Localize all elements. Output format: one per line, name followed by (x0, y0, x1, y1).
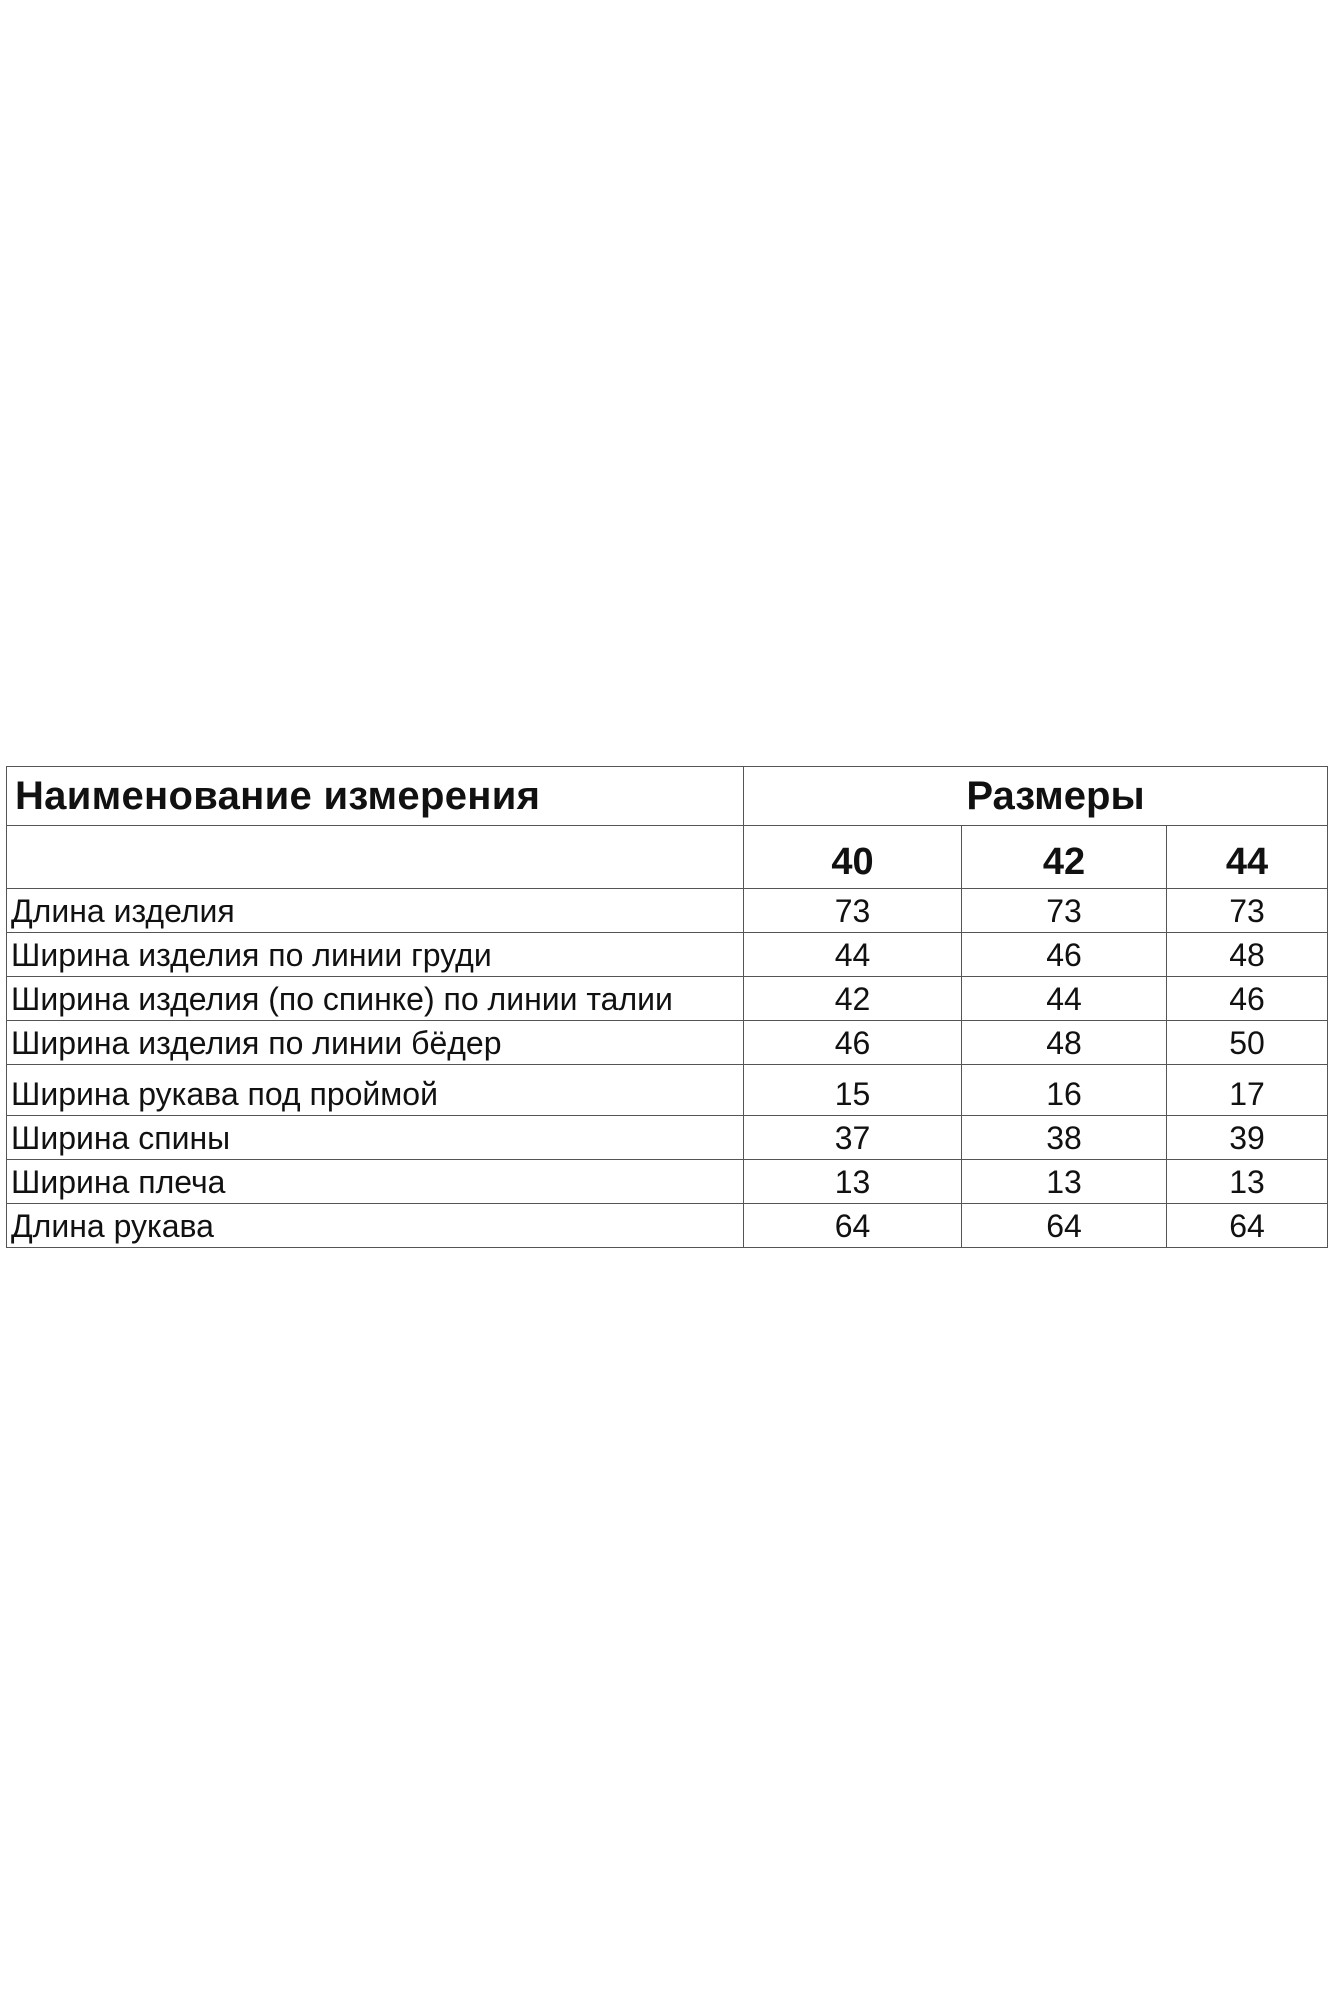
table-row (7, 1065, 1328, 1116)
table-row (7, 889, 1328, 933)
sizes-header: Размеры (744, 767, 1328, 826)
measurement-value: 73 (962, 889, 1167, 933)
measurement-name: Ширина изделия по линии груди (7, 933, 744, 977)
measurement-value: 46 (1167, 977, 1328, 1021)
measurement-value: 73 (744, 889, 962, 933)
measurement-name: Длина изделия (7, 889, 744, 933)
measurement-value: 64 (744, 1204, 962, 1248)
measurement-name: Ширина плеча (7, 1160, 744, 1204)
measurement-value: 39 (1167, 1116, 1328, 1160)
measurement-value: 15 (744, 1065, 962, 1116)
measurement-value: 13 (744, 1160, 962, 1204)
measurement-value: 42 (744, 977, 962, 1021)
table-header-row (7, 767, 1328, 826)
table-row (7, 933, 1328, 977)
table-row (7, 977, 1328, 1021)
measurement-value: 38 (962, 1116, 1167, 1160)
empty-cell (7, 826, 744, 889)
measurement-name: Длина рукава (7, 1204, 744, 1248)
table-row (7, 1021, 1328, 1065)
table-row (7, 1116, 1328, 1160)
measurement-value: 44 (744, 933, 962, 977)
measurement-value: 50 (1167, 1021, 1328, 1065)
measurement-value: 13 (1167, 1160, 1328, 1204)
sizes-row (7, 826, 1328, 889)
measurement-value: 64 (1167, 1204, 1328, 1248)
size-40: 40 (744, 826, 962, 889)
measurement-value: 64 (962, 1204, 1167, 1248)
measurement-value: 46 (962, 933, 1167, 977)
measurement-value: 48 (962, 1021, 1167, 1065)
measurement-value: 48 (1167, 933, 1328, 977)
measurement-value: 17 (1167, 1065, 1328, 1116)
table-row (7, 1160, 1328, 1204)
measurement-value: 44 (962, 977, 1167, 1021)
measurement-value: 46 (744, 1021, 962, 1065)
size-chart-table (6, 766, 1328, 1248)
size-44: 44 (1167, 826, 1328, 889)
measurement-value: 73 (1167, 889, 1328, 933)
measurement-value: 16 (962, 1065, 1167, 1116)
measurement-value: 13 (962, 1160, 1167, 1204)
measurement-name-header: Наименование измерения (7, 767, 744, 826)
measurement-value: 37 (744, 1116, 962, 1160)
measurement-name: Ширина спины (7, 1116, 744, 1160)
size-42: 42 (962, 826, 1167, 889)
measurement-name: Ширина изделия (по спинке) по линии талии (7, 977, 744, 1021)
table-row (7, 1204, 1328, 1248)
measurement-name: Ширина рукава под проймой (7, 1065, 744, 1116)
measurement-name: Ширина изделия по линии бёдер (7, 1021, 744, 1065)
